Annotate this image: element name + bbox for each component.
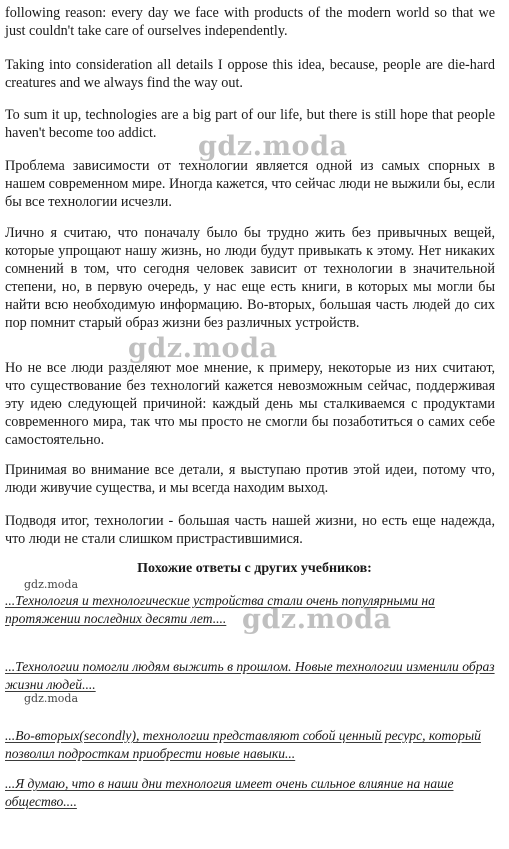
watermark-small: gdz.moda xyxy=(24,692,79,705)
paragraph-russian-5: Подводя итог, технологии - большая часть нашей жизни, но есть еще надежда, что люди не стали слишком пристрастившимися. xyxy=(5,513,495,547)
similar-answer-3-text[interactable]: ...Во-вторых(secondly), технологии представляют собой ценный ресурс, который позволил подросткам приобрести новые навыки... xyxy=(5,728,481,761)
similar-answer-1-text[interactable]: ...Технология и технологические устройства стали очень популярными на протяжении последних десяти лет.... xyxy=(5,593,435,626)
similar-answers-heading: Похожие ответы с других учебников: xyxy=(137,561,372,576)
paragraph-english-1: following reason: every day we face with products of the modern world so that we just couldn't take care of ourselves independently. xyxy=(5,5,495,39)
similar-answer-2[interactable] xyxy=(5,658,495,694)
similar-answer-1[interactable] xyxy=(5,592,495,628)
similar-answer-4[interactable] xyxy=(5,775,495,811)
similar-answer-2-text[interactable]: ...Технологии помогли людям выжить в прошлом. Новые технологии изменили образ жизни людей.... xyxy=(5,659,495,692)
similar-answer-3[interactable] xyxy=(5,727,495,763)
paragraph-english-3: To sum it up, technologies are a big part of our life, but there is still hope that people haven't become too addict. xyxy=(5,107,495,141)
similar-answer-4-text[interactable]: ...Я думаю, что в наши дни технология имеет очень сильное влияние на наше общество.... xyxy=(5,776,454,809)
watermark-small: gdz.moda xyxy=(24,578,79,591)
watermark-logo: gdz.moda xyxy=(198,131,348,162)
paragraph-english-2: Taking into consideration all details I oppose this idea, because, people are die-hard creatures and we always find the way out. xyxy=(5,57,495,91)
watermark-logo: gdz.moda xyxy=(242,604,392,635)
paragraph-russian-2: Лично я считаю, что поначалу было бы трудно жить без привычных вещей, которые упрощают нашу жизнь, но люди будут привыкать к этому. Нет никаких сомнений в том, что сегодня человек зависит от технологии в значительной степени, но, в первую очередь, у нас еще есть книги, в которых мы могли бы найти всю необходимую информацию. Во-вторых, большая часть людей до сих пор помнит старый образ жизни без различных устройств. xyxy=(5,225,495,331)
watermark-logo: gdz.moda xyxy=(128,333,278,364)
paragraph-russian-4: Принимая во внимание все детали, я выступаю против этой идеи, потому что, люди живучие существа, и мы всегда находим выход. xyxy=(5,462,495,496)
paragraph-russian-1: Проблема зависимости от технологии является одной из самых спорных в нашем современном мире. Иногда кажется, что сейчас люди не выжили бы, если бы все технологии исчезли. xyxy=(5,158,495,210)
paragraph-russian-3: Но не все люди разделяют мое мнение, к примеру, некоторые из них считают, что существование без технологий кажется невозможным сейчас, поддерживая эту идею следующей причиной: каждый день мы сталкиваемся с продуктами современного мира, так что мы просто не смогли бы позаботиться о самих себе самостоятельно. xyxy=(5,360,495,448)
